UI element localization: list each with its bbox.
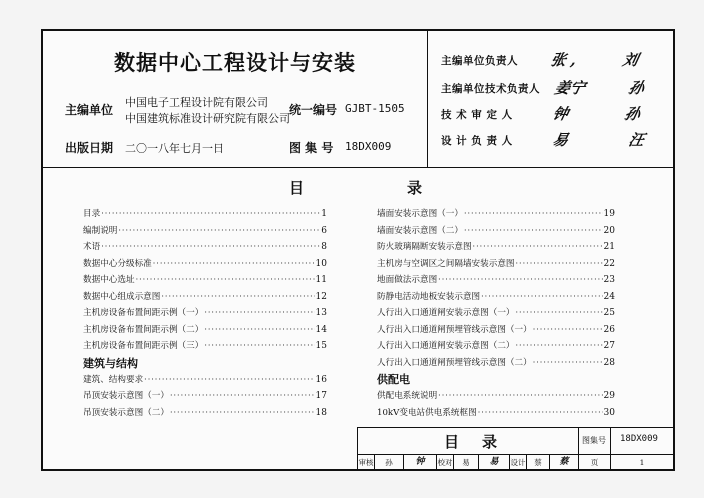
- toc-entry-title: 吊顶安装示意图（二）: [83, 407, 169, 418]
- toc-leader-dots: [473, 239, 603, 256]
- toc-entry[interactable]: [83, 405, 327, 422]
- toc-entry[interactable]: [83, 223, 327, 240]
- signature-name: 刘: [620, 51, 640, 69]
- toc-entry[interactable]: [83, 272, 327, 289]
- toc-entry[interactable]: [377, 305, 615, 322]
- toc-title-right: 录: [407, 179, 423, 197]
- toc-leader-dots: [204, 322, 314, 339]
- toc-entry-title: 主机房与空调区之间隔墙安装示意图: [377, 258, 515, 269]
- toc-entry-title: 主机房设备布置间距示例（三）: [83, 341, 204, 351]
- signature-name: 孙: [622, 105, 642, 123]
- toc-entry-page: 13: [315, 308, 327, 318]
- toc-entry-page: 1: [321, 209, 327, 219]
- designer-signature: 蔡: [550, 455, 579, 470]
- page-number: 1: [639, 458, 645, 467]
- page-label: 页: [579, 455, 611, 470]
- document-title: 数据中心工程设计与安装: [114, 51, 356, 75]
- toc-entry[interactable]: [83, 388, 327, 405]
- toc-entry-title: 人行出入口通道闸安装示意图（二）: [377, 341, 515, 351]
- toc-entry-title: 人行出入口通道闸预埋管线示意图（一）: [377, 324, 532, 335]
- signature-name: 钟: [550, 105, 570, 123]
- toc-entry-title: 编制说明: [83, 225, 118, 236]
- toc-entry-page: 30: [603, 407, 615, 418]
- toc-entry-title: 供配电系统说明: [377, 391, 438, 401]
- toc-left-column: [83, 206, 327, 421]
- signature-row: [441, 129, 671, 153]
- toc-entry-title: 数据中心组成示意图: [83, 291, 161, 302]
- toc-entry-page: 26: [603, 324, 615, 335]
- toc-leader-dots: [478, 405, 603, 422]
- signature-name: 姜宁: [552, 79, 587, 97]
- toc-entry-title: 术语: [83, 242, 101, 252]
- drawing-sheet: [41, 29, 675, 471]
- toc-entry[interactable]: [83, 338, 327, 355]
- toc-entry-page: 8: [321, 242, 327, 252]
- reviewer: 孙: [375, 455, 404, 470]
- toc-entry-page: 14: [315, 324, 327, 335]
- toc-entry[interactable]: [377, 223, 615, 240]
- toc-entry-title: 墙面安装示意图（一）: [377, 209, 463, 219]
- toc-leader-dots: [516, 305, 603, 322]
- toc-entry[interactable]: [377, 405, 615, 422]
- toc-entry-title: 吊顶安装示意图（一）: [83, 391, 169, 401]
- toc-entry-page: 24: [603, 291, 615, 302]
- toc-entry-title: 数据中心选址: [83, 275, 135, 285]
- signature-name: 易: [550, 131, 570, 149]
- toc-entry-page: 23: [603, 275, 615, 285]
- toc-leader-dots: [533, 355, 603, 372]
- org-label: 主编单位: [65, 103, 114, 117]
- toc-leader-dots: [438, 272, 602, 289]
- title-block: [357, 427, 674, 470]
- toc-leader-dots: [464, 206, 603, 223]
- toc-leader-dots: [438, 388, 602, 405]
- toc-entry-page: 27: [603, 341, 615, 351]
- toc-entry[interactable]: [83, 289, 327, 306]
- toc-leader-dots: [101, 239, 320, 256]
- atlas-no: 18DX009: [345, 140, 392, 153]
- toc-entry-page: 18: [315, 407, 327, 418]
- signature-role: 技 术 审 定 人: [441, 109, 513, 121]
- toc-entry-page: 22: [603, 258, 615, 269]
- toc-entry-title: 主机房设备布置间距示例（二）: [83, 324, 204, 335]
- toc-entry[interactable]: [83, 372, 327, 389]
- toc-entry-page: 29: [603, 391, 615, 401]
- title-block-title-right: 录: [482, 433, 498, 451]
- design-label: 设计: [510, 455, 527, 470]
- toc-entry-page: 15: [315, 341, 327, 351]
- toc-entry[interactable]: [377, 355, 615, 372]
- signature-row: [441, 103, 671, 127]
- toc-leader-dots: [153, 256, 315, 273]
- toc-entry-page: 16: [315, 374, 327, 385]
- review-label: 审核: [358, 455, 375, 470]
- toc-entry[interactable]: [83, 239, 327, 256]
- toc-entry-page: 6: [321, 225, 327, 236]
- toc-entry[interactable]: [377, 338, 615, 355]
- header-block: [43, 31, 673, 168]
- toc-entry-page: 28: [603, 357, 615, 368]
- toc-section-heading: 供配电: [377, 373, 410, 386]
- toc-entry[interactable]: [377, 388, 615, 405]
- toc-entry-page: 20: [603, 225, 615, 236]
- toc-entry-title: 防火玻璃隔断安装示意图: [377, 242, 472, 252]
- unified-no-label: 统一编号: [289, 103, 338, 117]
- toc-leader-dots: [161, 289, 314, 306]
- title-block-atlas-no: 18DX009: [620, 434, 658, 444]
- toc-right-column: [377, 206, 615, 421]
- toc-entry-title: 目录: [83, 209, 101, 219]
- signature-name: 汪: [626, 131, 646, 149]
- date-label: 出版日期: [65, 141, 114, 155]
- org-1: 中国电子工程设计院有限公司: [125, 96, 268, 109]
- toc-entry-title: 10kV变电站供电系统框图: [377, 407, 477, 418]
- header-info: [43, 31, 428, 167]
- toc-entry[interactable]: [377, 289, 615, 306]
- toc-leader-dots: [533, 322, 603, 339]
- toc-leader-dots: [118, 223, 320, 240]
- reviewer-signature: 钟: [404, 455, 437, 470]
- toc-entry[interactable]: [377, 239, 615, 256]
- toc-entry-page: 17: [315, 391, 327, 401]
- toc-entry-title: 人行出入口通道闸预埋管线示意图（二）: [377, 357, 532, 368]
- designer: 蔡: [527, 455, 550, 470]
- org-2: 中国建筑标准设计研究院有限公司: [125, 112, 290, 125]
- toc-entry-title: 防静电活动地板安装示意图: [377, 291, 481, 302]
- toc-entry-title: 建筑、结构要求: [83, 374, 144, 385]
- toc-entry-page: 25: [603, 308, 615, 318]
- toc-entry-title: 人行出入口通道闸安装示意图（一）: [377, 308, 515, 318]
- toc-leader-dots: [204, 338, 314, 355]
- toc-entry-title: 主机房设备布置间距示例（一）: [83, 308, 204, 318]
- title-block-title-left: 目: [444, 433, 460, 451]
- toc-entry-page: 21: [603, 242, 615, 252]
- signature-role: 设 计 负 责 人: [441, 135, 513, 147]
- checker-signature: 易: [479, 455, 510, 470]
- toc-entry-page: 12: [315, 291, 327, 302]
- signature-name: 孙: [626, 79, 646, 97]
- toc-entry-page: 19: [603, 209, 615, 219]
- toc-entry[interactable]: [377, 256, 615, 273]
- toc-entry[interactable]: [83, 206, 327, 223]
- signature-row: [441, 77, 671, 101]
- toc-entry[interactable]: [377, 322, 615, 339]
- checker: 易: [454, 455, 479, 470]
- toc-entry[interactable]: [83, 322, 327, 339]
- toc-leader-dots: [516, 338, 603, 355]
- check-label: 校对: [437, 455, 454, 470]
- publish-date: 二〇一八年七月一日: [125, 142, 224, 155]
- toc-title-left: 目: [289, 179, 305, 197]
- toc-section-heading: 建筑与结构: [83, 356, 138, 370]
- toc-leader-dots: [170, 405, 315, 422]
- toc-entry[interactable]: [83, 305, 327, 322]
- toc-entry-page: 11: [315, 275, 327, 285]
- signature-role: 主编单位技术负责人: [441, 83, 540, 95]
- toc-entry-title: 数据中心分级标准: [83, 258, 152, 269]
- signature-row: [441, 49, 671, 73]
- toc-leader-dots: [481, 289, 602, 306]
- signature-role: 主编单位负责人: [441, 55, 518, 67]
- toc-leader-dots: [516, 256, 603, 273]
- atlas-no-label: 图 集 号: [289, 141, 334, 155]
- toc-leader-dots: [136, 272, 315, 289]
- toc-entry[interactable]: [377, 206, 615, 223]
- signature-name: 张 ,: [548, 51, 579, 69]
- toc-entry[interactable]: [377, 272, 615, 289]
- toc-entry-page: 10: [315, 258, 327, 269]
- toc-leader-dots: [101, 206, 320, 223]
- title-block-atlas-label: 图集号: [582, 436, 606, 445]
- toc-entry-title: 墙面安装示意图（二）: [377, 225, 463, 236]
- unified-no: GJBT-1505: [345, 102, 405, 115]
- toc-entry[interactable]: [83, 256, 327, 273]
- toc-entry-title: 地面做法示意图: [377, 275, 438, 285]
- toc-leader-dots: [204, 305, 314, 322]
- toc-leader-dots: [144, 372, 314, 389]
- toc-leader-dots: [170, 388, 315, 405]
- toc-leader-dots: [464, 223, 603, 240]
